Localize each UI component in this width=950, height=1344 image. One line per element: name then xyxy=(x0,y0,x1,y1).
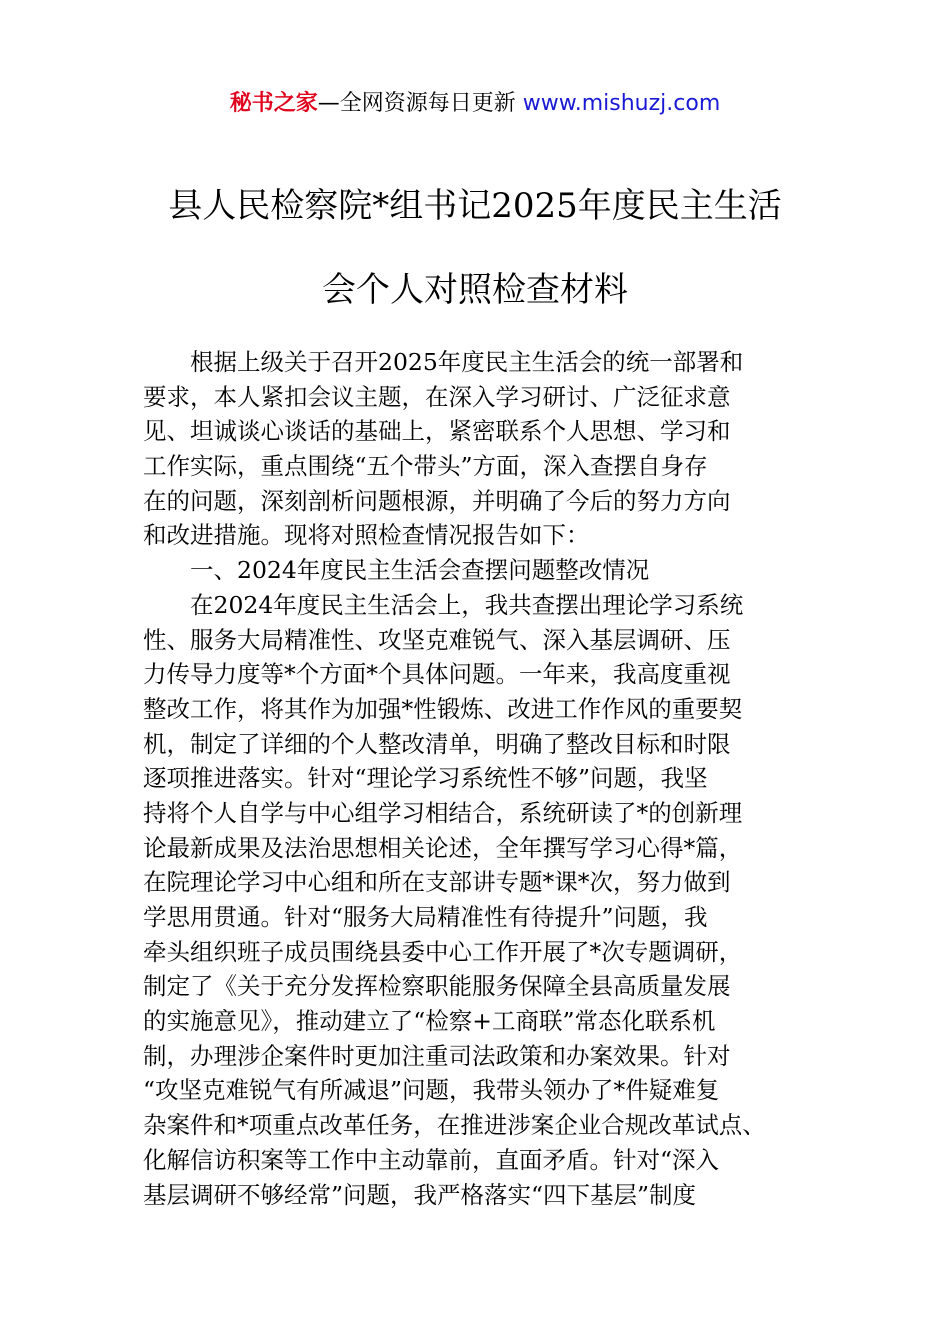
body-line: 制，办理涉企案件时更加注重司法政策和办案效果。针对 xyxy=(143,1041,731,1070)
body-line: 整改工作，将其作为加强*性锻炼、改进工作作风的重要契 xyxy=(143,694,743,723)
body-line: “攻坚克难锐气有所减退”问题，我带头领办了*件疑难复 xyxy=(143,1076,720,1105)
body-line: 力传导力度等*个方面*个具体问题。一年来，我高度重视 xyxy=(143,660,731,689)
body-line: 化解信访积案等工作中主动靠前，直面矛盾。针对“深入 xyxy=(143,1145,720,1174)
body-line: 在2024年度民主生活会上，我共查摆出理论学习系统 xyxy=(190,590,744,619)
title-line-1: 县人民检察院*组书记2025年度民主生活 xyxy=(168,186,782,226)
body-line: 在的问题，深刻剖析问题根源，并明确了今后的努力方向 xyxy=(143,486,731,515)
body-line: 牵头组织班子成员围绕县委中心工作开展了*次专题调研， xyxy=(143,937,743,966)
body-line: 杂案件和*项重点改革任务，在推进涉案企业合规改革试点、 xyxy=(143,1111,766,1140)
body-line: 和改进措施。现将对照检查情况报告如下： xyxy=(143,521,590,550)
body-line: 的实施意见》，推动建立了“检察+工商联”常态化联系机 xyxy=(143,1007,716,1036)
body-line: 持将个人自学与中心组学习相结合，系统研读了*的创新理 xyxy=(143,798,743,827)
document-body xyxy=(143,345,813,1212)
title-line-2: 会个人对照检查材料 xyxy=(322,270,628,310)
banner-url-link[interactable]: www.mishuzj.com xyxy=(522,91,721,116)
site-banner xyxy=(0,88,950,120)
body-line: 基层调研不够经常”问题，我严格落实“四下基层”制度 xyxy=(143,1180,697,1209)
body-line: 机，制定了详细的个人整改清单，明确了整改目标和时限 xyxy=(143,729,731,758)
body-line: 逐项推进落实。针对“理论学习系统性不够”问题，我坚 xyxy=(143,764,708,793)
body-line: 论最新成果及法治思想相关论述，全年撰写学习心得*篇， xyxy=(143,833,743,862)
body-line: 制定了《关于充分发挥检察职能服务保障全县高质量发展 xyxy=(143,972,731,1001)
body-line: 在院理论学习中心组和所在支部讲专题*课*次，努力做到 xyxy=(143,868,731,897)
body-line: 性、服务大局精准性、攻坚克难锐气、深入基层调研、压 xyxy=(143,625,731,654)
body-line: 工作实际，重点围绕“五个带头”方面，深入查摆自身存 xyxy=(143,452,708,481)
banner-tagline: —全网资源每日更新 xyxy=(317,91,523,116)
body-line: 学思用贯通。针对“服务大局精准性有待提升”问题，我 xyxy=(143,903,708,931)
document-title xyxy=(0,182,950,314)
body-line: 要求，本人紧扣会议主题，在深入学习研讨、广泛征求意 xyxy=(143,382,731,411)
body-line: 见、坦诚谈心谈话的基础上，紧密联系个人思想、学习和 xyxy=(143,417,731,446)
banner-brand: 秘书之家 xyxy=(229,91,318,116)
body-line: 根据上级关于召开2025年度民主生活会的统一部署和 xyxy=(190,348,744,376)
section-heading: 一、2024年度民主生活会查摆问题整改情况 xyxy=(190,556,650,585)
